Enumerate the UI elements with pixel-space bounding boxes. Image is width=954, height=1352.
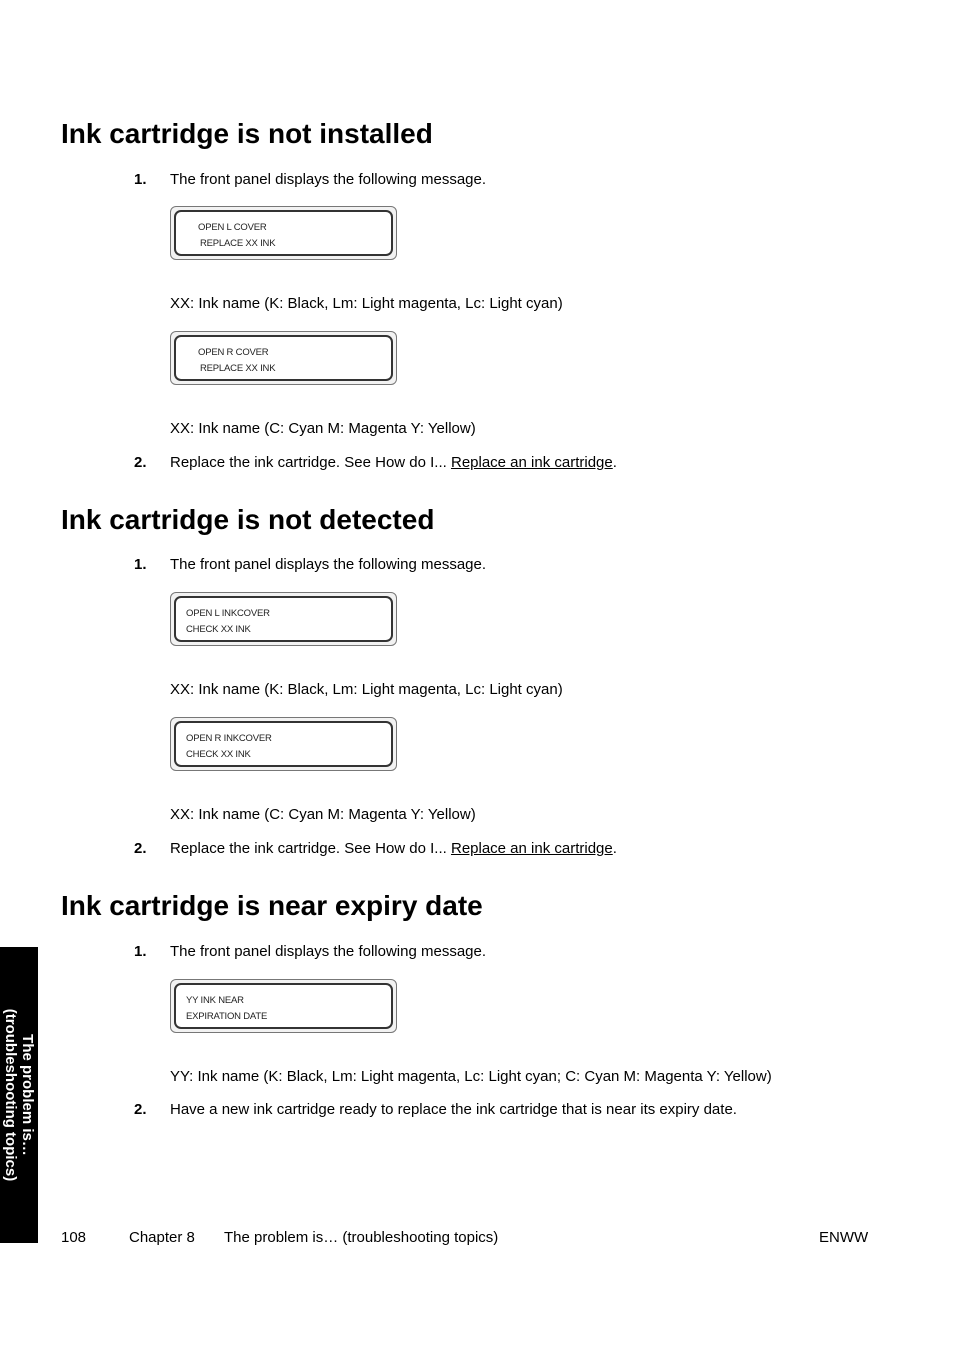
page-number: 108 — [61, 1229, 87, 1246]
step-text — [170, 454, 617, 472]
side-tab-line-2: (troubleshooting topics) — [2, 1008, 19, 1182]
step-text — [170, 840, 617, 858]
step-number: 1. — [134, 943, 147, 960]
front-panel-display — [170, 979, 397, 1033]
step-number: 2. — [134, 454, 147, 471]
panel-line-2: EXPIRATION DATE — [186, 1011, 268, 1022]
footer-chapter: Chapter 8 — [129, 1229, 195, 1246]
step-text-lead: Replace the ink cartridge. See How do I... — [170, 454, 451, 471]
panel-line-2: REPLACE XX INK — [200, 363, 276, 374]
ink-name-note: XX: Ink name (K: Black, Lm: Light magenta, Lc: Light cyan) — [170, 295, 563, 312]
front-panel-display — [170, 206, 397, 260]
replace-cartridge-link[interactable]: Replace an ink cartridge — [450, 840, 613, 857]
ink-name-note: XX: Ink name (K: Black, Lm: Light magenta, Lc: Light cyan) — [170, 681, 563, 698]
front-panel-display — [170, 331, 397, 385]
panel-line-1: OPEN R INKCOVER — [186, 733, 272, 744]
section-title-near-expiry: Ink cartridge is near expiry date — [61, 890, 483, 921]
panel-line-1: OPEN L INKCOVER — [186, 608, 270, 619]
section-title-not-installed: Ink cartridge is not installed — [61, 118, 433, 149]
step-text-end: . — [612, 840, 617, 857]
footer-chapter-title: The problem is… (troubleshooting topics) — [224, 1229, 499, 1246]
panel-line-1: OPEN R COVER — [198, 347, 269, 358]
step-text: The front panel displays the following message. — [170, 943, 487, 960]
step-text-end: . — [612, 454, 617, 471]
front-panel-display — [170, 717, 397, 771]
footer-doc-code: ENWW — [819, 1229, 869, 1246]
step-number: 2. — [134, 840, 147, 857]
chapter-side-tab — [0, 947, 38, 1243]
step-text: The front panel displays the following message. — [170, 556, 487, 573]
side-tab-label — [2, 947, 36, 1243]
panel-line-2: REPLACE XX INK — [200, 238, 276, 249]
ink-name-note: XX: Ink name (C: Cyan M: Magenta Y: Yellow) — [170, 806, 476, 823]
front-panel-display — [170, 592, 397, 646]
step-text: Have a new ink cartridge ready to replace the ink cartridge that is near its expiry date. — [170, 1101, 737, 1118]
panel-line-2: CHECK XX INK — [186, 749, 251, 760]
step-number: 2. — [134, 1101, 147, 1118]
step-number: 1. — [134, 171, 147, 188]
panel-line-2: CHECK XX INK — [186, 624, 251, 635]
section-title-not-detected: Ink cartridge is not detected — [61, 504, 435, 535]
panel-line-1: YY INK NEAR — [186, 995, 244, 1006]
step-number: 1. — [134, 556, 147, 573]
side-tab-line-1: The problem is… — [19, 1034, 36, 1156]
panel-line-1: OPEN L COVER — [198, 222, 267, 233]
replace-cartridge-link[interactable]: Replace an ink cartridge — [450, 454, 613, 471]
step-text-lead: Replace the ink cartridge. See How do I... — [170, 840, 451, 857]
ink-name-note: XX: Ink name (C: Cyan M: Magenta Y: Yellow) — [170, 420, 476, 437]
step-text: The front panel displays the following message. — [170, 171, 487, 188]
ink-name-note: YY: Ink name (K: Black, Lm: Light magenta, Lc: Light cyan; C: Cyan M: Magenta Y: Yellow) — [170, 1068, 772, 1085]
